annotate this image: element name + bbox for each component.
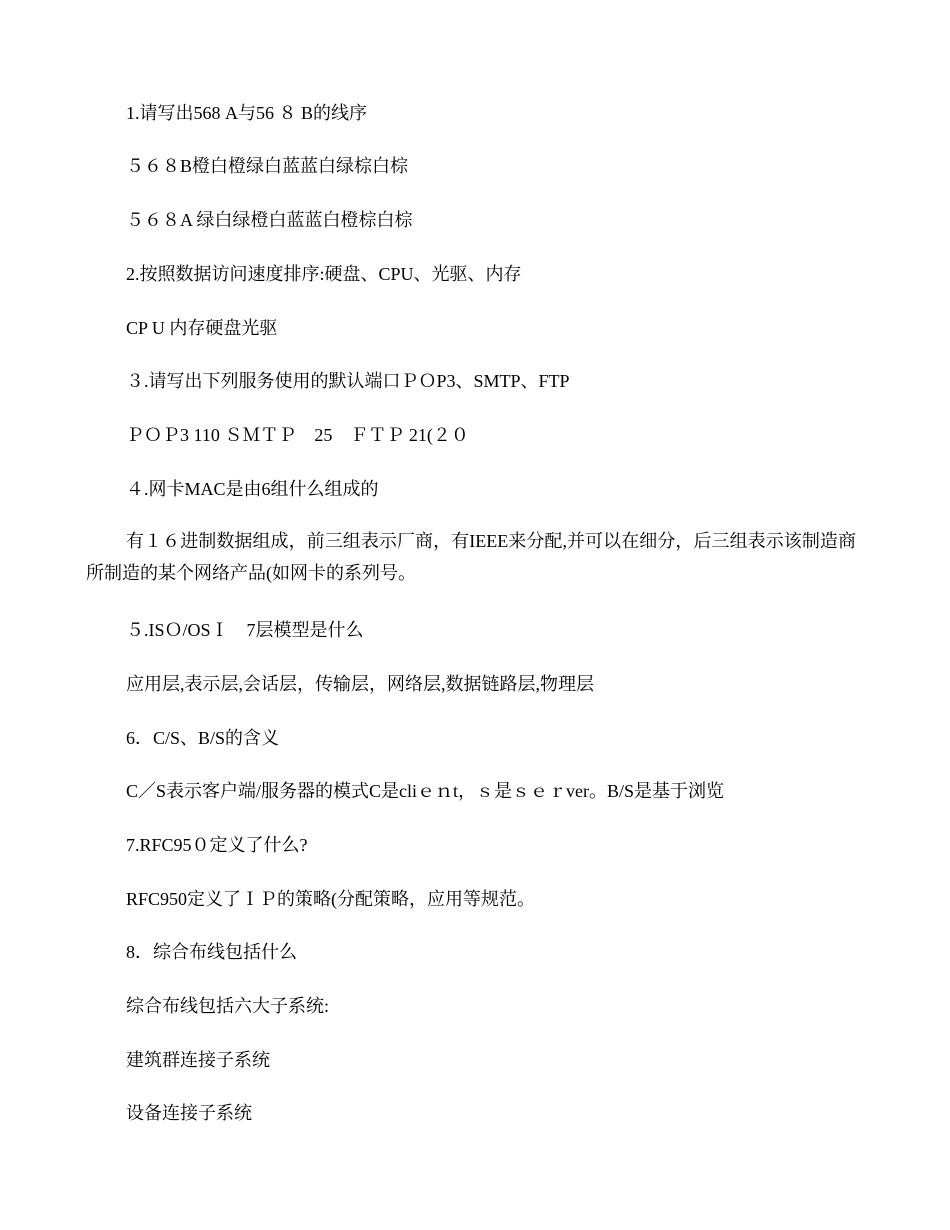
answer-568b: ５６８B橙白橙绿白蓝蓝白绿棕白棕 <box>126 156 409 176</box>
question-mac-address: ４.网卡MAC是由6组什么组成的 <box>126 479 379 499</box>
answer-cabling-item: 设备连接子系统 <box>126 1103 252 1123</box>
question-osi-model: ５.ISＯ/OSＩ 7层模型是什么 <box>126 620 364 640</box>
question-568-wiring: 1.请写出568 A与56 ８ B的线序 <box>126 103 368 123</box>
answer-cs-bs: C／S表示客户端/服务器的模式C是cliｅｎt，ｓ是ｓｅｒver。B/S是基于浏览 <box>126 781 725 801</box>
answer-rfc950: RFC950定义了ＩＰ的策略(分配策略，应用等规范。 <box>126 889 536 909</box>
answer-default-ports: ＰＯＰ3 110 ＳＭＴＰ 25 ＦＴＰ 21(２０ <box>126 425 469 445</box>
answer-cabling-item: 建筑群连接子系统 <box>126 1050 270 1070</box>
question-cabling: 8．综合布线包括什么 <box>126 942 297 962</box>
answer-speed-order: CP U 内存硬盘光驱 <box>126 318 278 338</box>
answer-osi-model: 应用层,表示层,会话层，传输层，网络层,数据链路层,物理层 <box>126 674 594 694</box>
question-speed-order: 2.按照数据访问速度排序:硬盘、CPU、光驱、内存 <box>126 264 522 284</box>
question-cs-bs: 6．C/S、B/S的含义 <box>126 728 280 748</box>
answer-568a: ５６８A 绿白绿橙白蓝蓝白橙棕白棕 <box>126 210 413 230</box>
question-rfc950: 7.RFC95０定义了什么? <box>126 835 308 855</box>
answer-cabling-intro: 综合布线包括六大子系统: <box>126 996 329 1016</box>
answer-mac-address: 有１６进制数据组成，前三组表示厂商，有IEEE来分配,并可以在细分，后三组表示该制造商所制造的某个网络产品(如网卡的系列号。 <box>86 531 856 583</box>
question-default-ports: ３.请写出下列服务使用的默认端口ＰＯP3、SMTP、FTP <box>126 371 570 391</box>
